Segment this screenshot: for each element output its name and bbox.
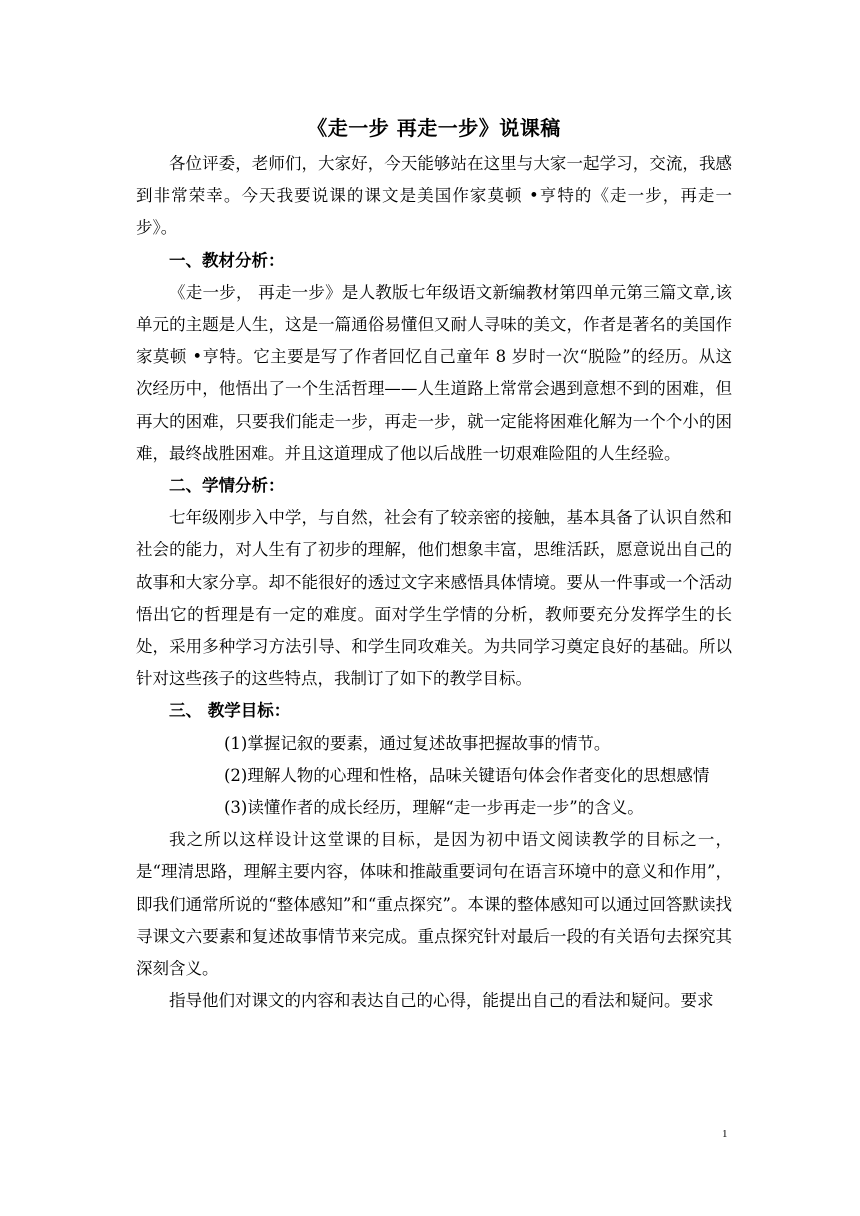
section-heading-textbook-analysis: 一、教材分析： (169, 250, 285, 270)
textbook-analysis-paragraph: 《走一步， 再走一步》是人教版七年级语文新编教材第四单元第三篇文章,该单元的主题是人生，这是一篇通俗易懂但又耐人寻味的美文，作者是著名的美国作家莫顿 •亨特。它主要是写了作者回忆自己童年 8 岁时一次“脱险”的经历。从这次经历中，他悟出了一个生活哲理——人生道路上常常会遇到意想不到的困难，但再大的困难，只要我们能走一步，再走一步，就一定能将困难化解为一个个小的困难，最终战胜困难。并且这道理成了他以后战胜一切艰难险阻的人生经验。 (136, 282, 732, 463)
guidance-paragraph: 指导他们对课文的内容和表达自己的心得，能提出自己的看法和疑问。要求 (169, 991, 714, 1011)
document-body (136, 112, 732, 1017)
teaching-goal-2: (2)理解人物的心理和性格，品味关键语句体会作者变化的思想感情 (224, 765, 710, 785)
student-analysis-paragraph: 七年级刚步入中学，与自然，社会有了较亲密的接触，基本具备了认识自然和社会的能力，对人生有了初步的理解，他们想象丰富，思维活跃，愿意说出自己的故事和大家分享。却不能很好的透过文字来感悟具体情境。要从一件事或一个活动悟出它的哲理是有一定的难度。面对学生学情的分析，教师要充分发挥学生的长处，采用多种学习方法引导、和学生同攻难关。为共同学习奠定良好的基础。所以针对这些孩子的这些特点，我制订了如下的教学目标。 (136, 508, 732, 689)
intro-paragraph: 各位评委，老师们，大家好，今天能够站在这里与大家一起学习，交流，我感到非常荣幸。今天我要说课的课文是美国作家莫顿 •亨特的《走一步，再走一步》。 (136, 154, 732, 238)
section-heading-teaching-goals: 三、 教学目标： (169, 701, 291, 721)
document-title: 《走一步 再走一步》说课稿 (307, 116, 561, 140)
goal-rationale-paragraph: 我之所以这样设计这堂课的目标，是因为初中语文阅读教学的目标之一，是“理清思路，理解主要内容，体味和推敲重要词句在语言环境中的意义和作用”，即我们通常所说的“整体感知”和“重点探究”。本课的整体感知可以通过回答默读找寻课文六要素和复述故事情节来完成。重点探究针对最后一段的有关语句去探究其深刻含义。 (136, 830, 732, 979)
teaching-goal-3: (3)读懂作者的成长经历，理解“走一步再走一步”的含义。 (224, 798, 644, 818)
teaching-goal-1: (1)掌握记叙的要素，通过复述故事把握故事的情节。 (224, 733, 611, 753)
section-heading-student-analysis: 二、学情分析： (169, 476, 285, 496)
page-number: 1 (722, 1128, 728, 1140)
